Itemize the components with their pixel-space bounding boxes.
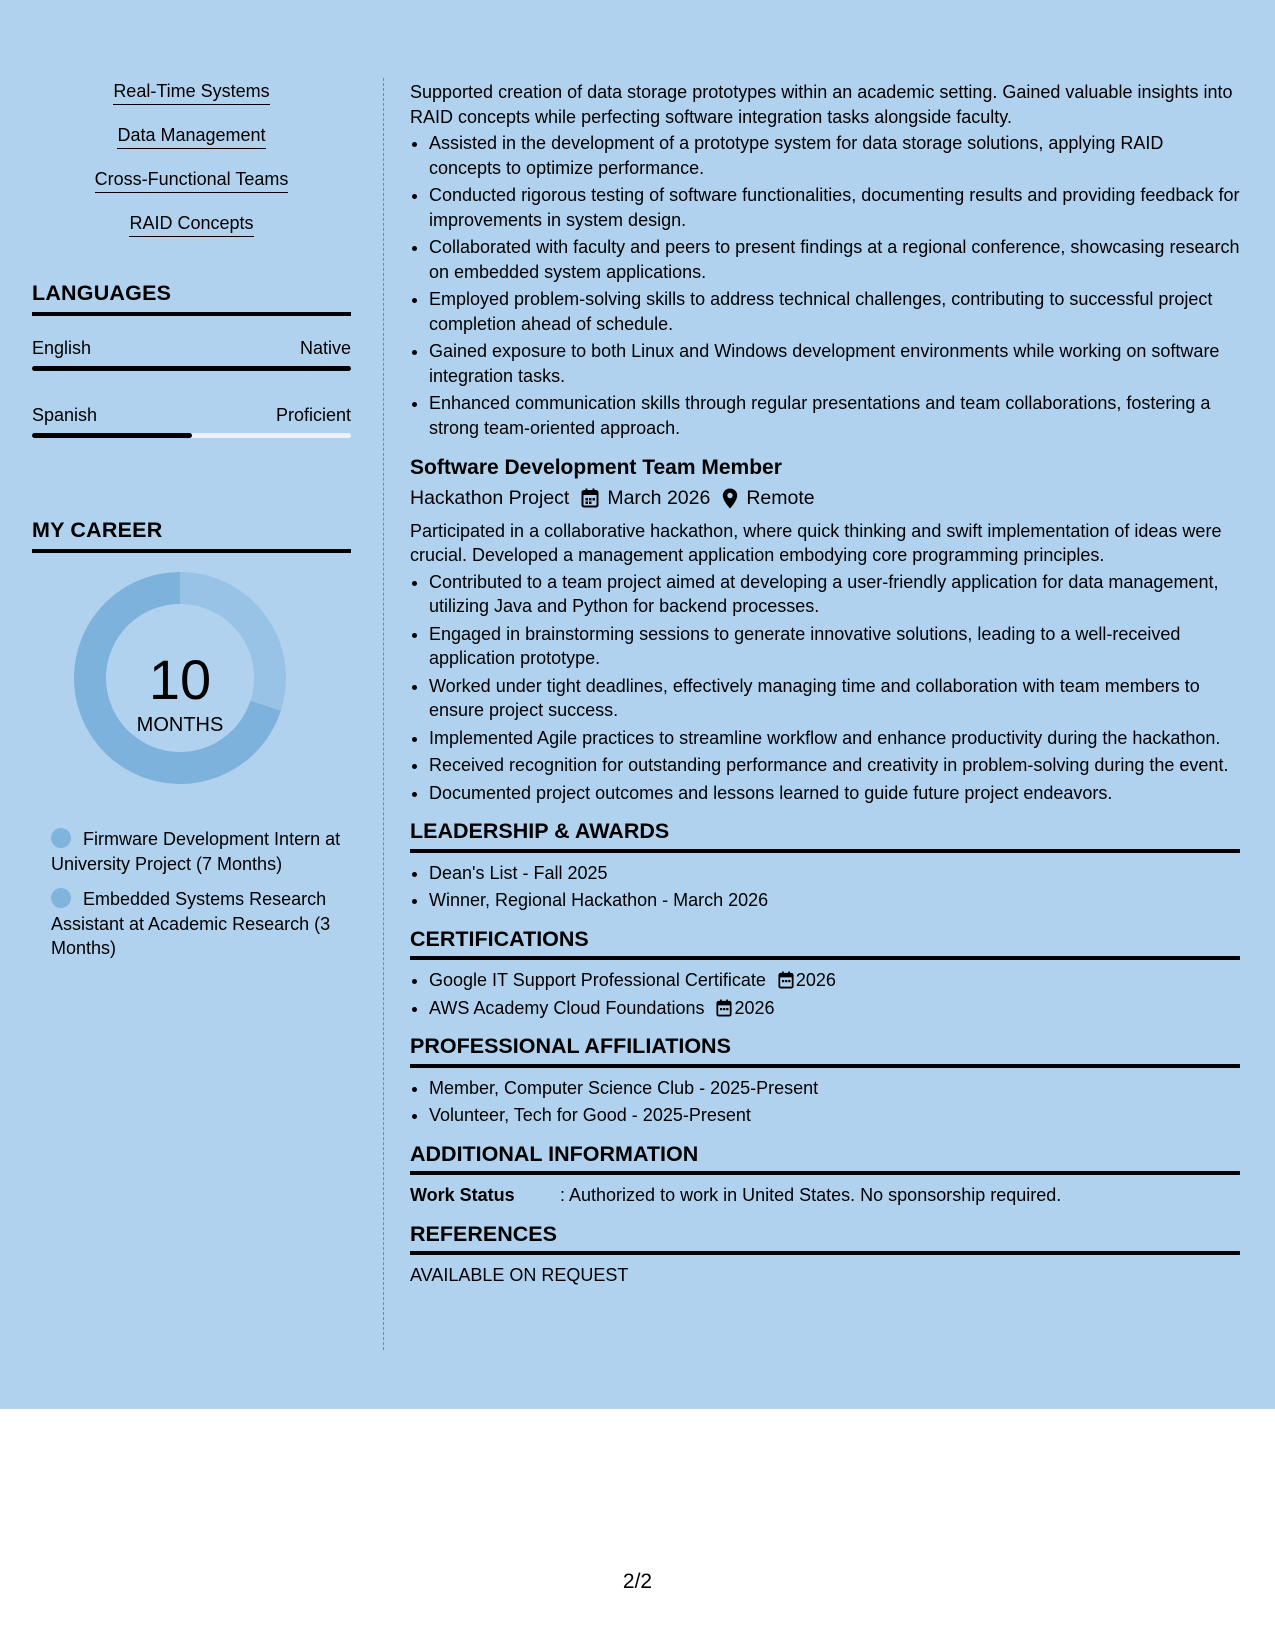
certification-item [429, 968, 1240, 993]
bullet-item: • Received recognition for outstanding performance and creativity in problem-solving during the event. [429, 753, 1240, 778]
language-english [32, 338, 351, 371]
certification-item [429, 996, 1240, 1021]
legend-dot [51, 888, 71, 908]
bullet-item: • Volunteer, Tech for Good - 2025-Present [429, 1103, 1240, 1128]
bullet-item: • Conducted rigorous testing of software functionalities, documenting results and providing feedback for improvements in system design. [429, 183, 1240, 232]
skill-item [32, 80, 351, 105]
job-meta [410, 486, 1240, 511]
job-date: March 2026 [607, 487, 711, 509]
leadership-list [410, 861, 1240, 913]
skill-label: Data Management [117, 124, 265, 149]
job-organization: Hackathon Project [410, 487, 570, 509]
bullet-item: • Collaborated with faculty and peers to present findings at a regional conference, showcasing research on embedded system applications. [429, 235, 1240, 284]
skill-label: Real-Time Systems [113, 80, 269, 105]
affiliations-list [410, 1076, 1240, 1128]
language-bar-fill [32, 366, 351, 371]
work-status-row [410, 1183, 1240, 1208]
career-total-unit: MONTHS [136, 714, 224, 736]
certification-year: 2026 [734, 997, 775, 1018]
leadership-heading: LEADERSHIP & AWARDS [410, 819, 1240, 853]
certification-name: AWS Academy Cloud Foundations [429, 997, 705, 1018]
skill-item [32, 168, 351, 193]
experience-bullets [410, 131, 1240, 440]
references-text: AVAILABLE ON REQUEST [410, 1265, 629, 1285]
calendar-icon [778, 971, 794, 989]
career-item [51, 827, 351, 876]
bullet-item: • Gained exposure to both Linux and Windows development environments while working on software integration tasks. [429, 339, 1240, 388]
affiliations-heading: PROFESSIONAL AFFILIATIONS [410, 1034, 1240, 1068]
bullet-item: • Dean's List - Fall 2025 [429, 861, 1240, 886]
bullet-item: • Implemented Agile practices to streamline workflow and enhance productivity during the hackathon. [429, 726, 1240, 751]
bullet-item: • Assisted in the development of a prototype system for data storage solutions, applying RAID concepts to optimize performance. [429, 131, 1240, 180]
language-level: Proficient [275, 405, 351, 425]
skills-list [32, 80, 351, 237]
job-summary: Participated in a collaborative hackathon, where quick thinking and swift implementation of ideas were crucial. Developed a management application embodying core programming principles. [410, 520, 1222, 565]
bullet-item: • Engaged in brainstorming sessions to generate innovative solutions, leading to a well-received application prototype. [429, 622, 1240, 671]
career-heading: MY CAREER [32, 518, 351, 553]
additional-heading: ADDITIONAL INFORMATION [410, 1142, 1240, 1176]
language-bar-fill [32, 433, 192, 438]
skill-label: RAID Concepts [129, 212, 253, 237]
experience-summary: Supported creation of data storage prototypes within an academic setting. Gained valuable insights into RAID concepts while perfecting software integration tasks alongside faculty. [410, 82, 1233, 127]
calendar-icon [581, 488, 599, 508]
bullet-item: • Employed problem-solving skills to address technical challenges, contributing to successful project completion ahead of schedule. [429, 287, 1240, 336]
references-heading: REFERENCES [410, 1222, 1240, 1256]
certification-name: Google IT Support Professional Certificate [429, 970, 766, 990]
legend-dot [51, 828, 71, 848]
career-item [51, 887, 351, 961]
language-bar [32, 366, 351, 371]
career-donut [32, 553, 351, 807]
skill-item [32, 124, 351, 149]
languages-heading: LANGUAGES [32, 281, 351, 316]
bullet-item: • Enhanced communication skills through regular presentations and team collaborations, fostering a strong team-oriented approach. [429, 391, 1240, 440]
main-content [410, 80, 1240, 1288]
bullet-item: • Worked under tight deadlines, effectively managing time and collaboration with team members to ensure project success. [429, 674, 1240, 723]
certification-year: 2026 [795, 970, 836, 990]
map-pin-icon [722, 488, 738, 509]
column-divider [383, 78, 384, 1350]
job-bullets [410, 570, 1240, 806]
language-spanish [32, 405, 351, 438]
skill-item [32, 212, 351, 237]
bullet-item: • Member, Computer Science Club - 2025-Present [429, 1076, 1240, 1101]
sidebar [32, 80, 351, 972]
certifications-list [410, 968, 1240, 1020]
career-list [32, 827, 351, 961]
career-item-text: Embedded Systems Research Assistant at Academic Research (3 Months) [51, 889, 331, 958]
certifications-heading: CERTIFICATIONS [410, 927, 1240, 961]
language-bar [32, 433, 351, 438]
bullet-item: • Winner, Regional Hackathon - March 2026 [429, 888, 1240, 913]
calendar-icon [716, 999, 732, 1017]
skill-label: Cross-Functional Teams [95, 168, 289, 193]
career-total-number: 10 [148, 648, 212, 711]
job-title: Software Development Team Member [410, 456, 782, 479]
page-number: 2/2 [622, 1570, 653, 1593]
language-name: Spanish [32, 405, 98, 425]
bullet-item: • Contributed to a team project aimed at developing a user-friendly application for data management, utilizing Java and Python for backend processes. [429, 570, 1240, 619]
job-location: Remote [746, 487, 815, 509]
language-name: English [32, 338, 92, 358]
career-item-text: Firmware Development Intern at University Project (7 Months) [51, 829, 341, 874]
language-level: Native [299, 338, 351, 358]
bullet-item: • Documented project outcomes and lessons learned to guide future project endeavors. [429, 781, 1240, 806]
work-status-value: : Authorized to work in United States. No sponsorship required. [560, 1185, 1062, 1205]
work-status-label: Work Status [410, 1185, 515, 1205]
